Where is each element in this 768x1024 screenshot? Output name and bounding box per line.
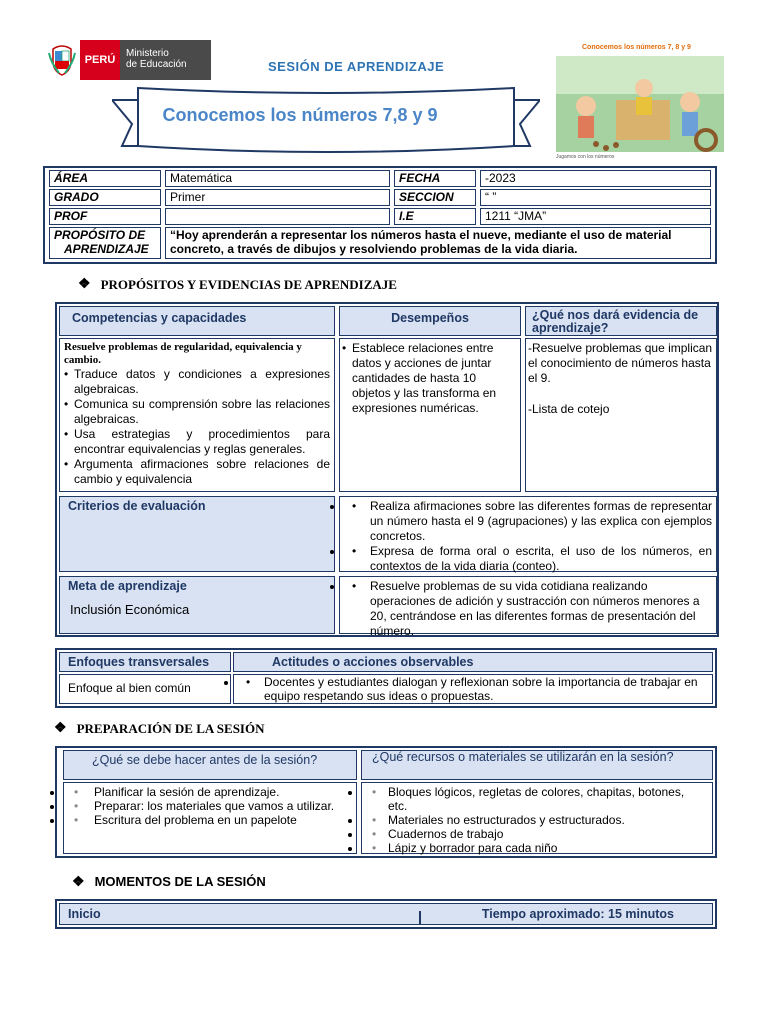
momentos-heading-text: MOMENTOS DE LA SESIÓN — [94, 874, 266, 889]
col-actitudes: Actitudes o acciones observables — [233, 652, 713, 672]
desempenos-cell — [339, 338, 521, 492]
capacidades-list — [64, 367, 330, 487]
list-item: • Usa estrategias y procedimientos para encontrar equivalencias y reglas generales. — [64, 427, 330, 457]
list-item: • Argumenta afirmaciones sobre relaciones de cambio y equivalencia — [64, 457, 330, 487]
diamond-bullet-icon: ❖ — [72, 873, 85, 889]
momentos-heading — [72, 873, 266, 890]
session-label: SESIÓN DE APRENDIZAJE — [268, 59, 445, 74]
preparacion-table — [55, 746, 717, 858]
list-item: • • Escritura del problema en un papelote — [64, 813, 356, 827]
table-row — [49, 170, 711, 187]
prof-value — [165, 208, 390, 225]
list-item: • • Realiza afirmaciones sobre las diferentes formas de representar un número hasta el 9 (agrupaciones) y las explica con ejemplos concretos. — [344, 499, 712, 544]
logo-ministry — [120, 40, 211, 80]
logo-country: PERÚ — [80, 40, 120, 80]
criterios-list — [344, 499, 712, 574]
list-item: • • Bloques lógicos, regletas de colores, chapitas, botones, etc. — [362, 785, 712, 813]
list-item: • Traduce datos y condiciones a expresiones algebraicas. — [64, 367, 330, 397]
info-table — [43, 166, 717, 264]
column-divider — [419, 911, 421, 925]
antes-list — [64, 785, 356, 827]
evidencia-2: -Lista de cotejo — [528, 402, 610, 416]
list-item: • • Planificar la sesión de aprendizaje. — [64, 785, 356, 799]
tiempo-label: Tiempo aproximado: 15 minutos — [481, 907, 674, 921]
actitud-cell — [233, 674, 713, 704]
meta-value: Inclusión Económica — [70, 602, 190, 617]
enfoques-table — [55, 648, 717, 708]
meta-list — [344, 579, 712, 639]
competencia-title: Resuelve problemas de regularidad, equivalencia y cambio. — [64, 341, 302, 366]
criterios-cell — [339, 496, 717, 572]
preparacion-heading-text: PREPARACIÓN DE LA SESIÓN — [76, 720, 265, 736]
area-value: Matemática — [165, 170, 390, 187]
seccion-label: SECCION — [394, 189, 476, 206]
page-title: Conocemos los números 7,8 y 9 — [162, 104, 438, 125]
table-row — [49, 227, 711, 259]
prof-label: PROF — [49, 208, 161, 225]
list-item: • Establece relaciones entre datos y acciones de juntar cantidades de hasta 10 objetos y las transforma en expresiones numéricas. — [342, 341, 518, 416]
propositos-heading-text: PROPÓSITOS Y EVIDENCIAS DE APRENDIZAJE — [100, 276, 397, 292]
list-item: • • Cuadernos de trabajo — [362, 827, 712, 841]
peru-shield-icon — [44, 40, 80, 80]
area-label: ÁREA — [49, 170, 161, 187]
classroom-illustration — [556, 44, 724, 162]
table-row — [49, 189, 711, 206]
meta-label: Meta de aprendizaje — [68, 579, 187, 593]
proposito-label — [49, 227, 161, 259]
list-item: • • Expresa de forma oral o escrita, el uso de los números, en contextos de la vida diaria (conteo). — [344, 544, 712, 574]
meta-items-cell — [339, 576, 717, 638]
preparacion-heading — [54, 720, 265, 737]
antes-cell — [63, 782, 357, 854]
competencias-cell — [59, 338, 335, 492]
list-item: • • Materiales no estructurados y estructurados. — [362, 813, 712, 827]
proposito-label-line1: PROPÓSITO DE — [54, 228, 146, 242]
list-item: • Comunica su comprensión sobre las relaciones algebraicas. — [64, 397, 330, 427]
actitudes-list — [238, 675, 708, 703]
recursos-cell — [361, 782, 713, 854]
col-recursos: ¿Qué recursos o materiales se utilizarán en la sesión? — [361, 750, 713, 780]
ie-value: 1211 “JMA” — [480, 208, 711, 225]
list-item: • • Preparar: los materiales que vamos a utilizar. — [64, 799, 356, 813]
list-item: • • Resuelve problemas de su vida cotidiana realizando operaciones de adición y sustracción con números menores a 20, centrándose en las diferentes formas de presentación del número. — [344, 579, 712, 639]
col-evidencia: ¿Qué nos dará evidencia de aprendizaje? — [525, 306, 717, 336]
evidencia-1: -Resuelve problemas que implican el conocimiento de números hasta el 9. — [528, 341, 713, 385]
col-competencias: Competencias y capacidades — [59, 306, 335, 336]
table-row — [49, 208, 711, 225]
inicio-row — [59, 903, 713, 925]
evidencia-cell — [525, 338, 717, 492]
propositos-heading — [78, 276, 397, 293]
illustration-caption: Jugamos con los números — [556, 154, 615, 160]
illustration-title: Conocemos los números 7, 8 y 9 — [582, 44, 691, 51]
inicio-label: Inicio — [68, 907, 101, 921]
diamond-bullet-icon: ❖ — [54, 721, 67, 736]
ie-label: I.E — [394, 208, 476, 225]
meta-cell — [59, 576, 335, 634]
col-enfoques: Enfoques transversales — [59, 652, 231, 672]
list-item: • • Docentes y estudiantes dialogan y reflexionan sobre la importancia de trabajar en equipo respetando sus ideas o propuestas. — [238, 675, 708, 703]
logo-ministry-line1: Ministerio — [126, 48, 169, 59]
propositos-table — [55, 302, 719, 637]
col-desempenos: Desempeños — [339, 306, 521, 336]
logo-ministry-line2: de Educación — [126, 59, 187, 70]
minedu-logo — [44, 40, 211, 80]
grado-label: GRADO — [49, 189, 161, 206]
grado-value: Primer — [165, 189, 390, 206]
proposito-label-line2: APRENDIZAJE — [64, 242, 149, 256]
fecha-label: FECHA — [394, 170, 476, 187]
col-antes: ¿Qué se debe hacer antes de la sesión? — [63, 750, 357, 780]
enfoque-value: Enfoque al bien común — [59, 674, 231, 704]
momentos-table — [55, 899, 717, 929]
criterios-label: Criterios de evaluación — [59, 496, 335, 572]
fecha-value: -2023 — [480, 170, 711, 187]
seccion-value: “ ” — [480, 189, 711, 206]
list-item: • • Lápiz y borrador para cada niño — [362, 841, 712, 855]
proposito-value: “Hoy aprenderán a representar los números hasta el nueve, mediante el uso de material concreto, a través de dibujos y resolviendo problemas de la vida diaria. — [165, 227, 711, 259]
recursos-list — [362, 785, 712, 855]
diamond-bullet-icon: ❖ — [78, 277, 91, 292]
desempenos-list — [342, 341, 518, 416]
